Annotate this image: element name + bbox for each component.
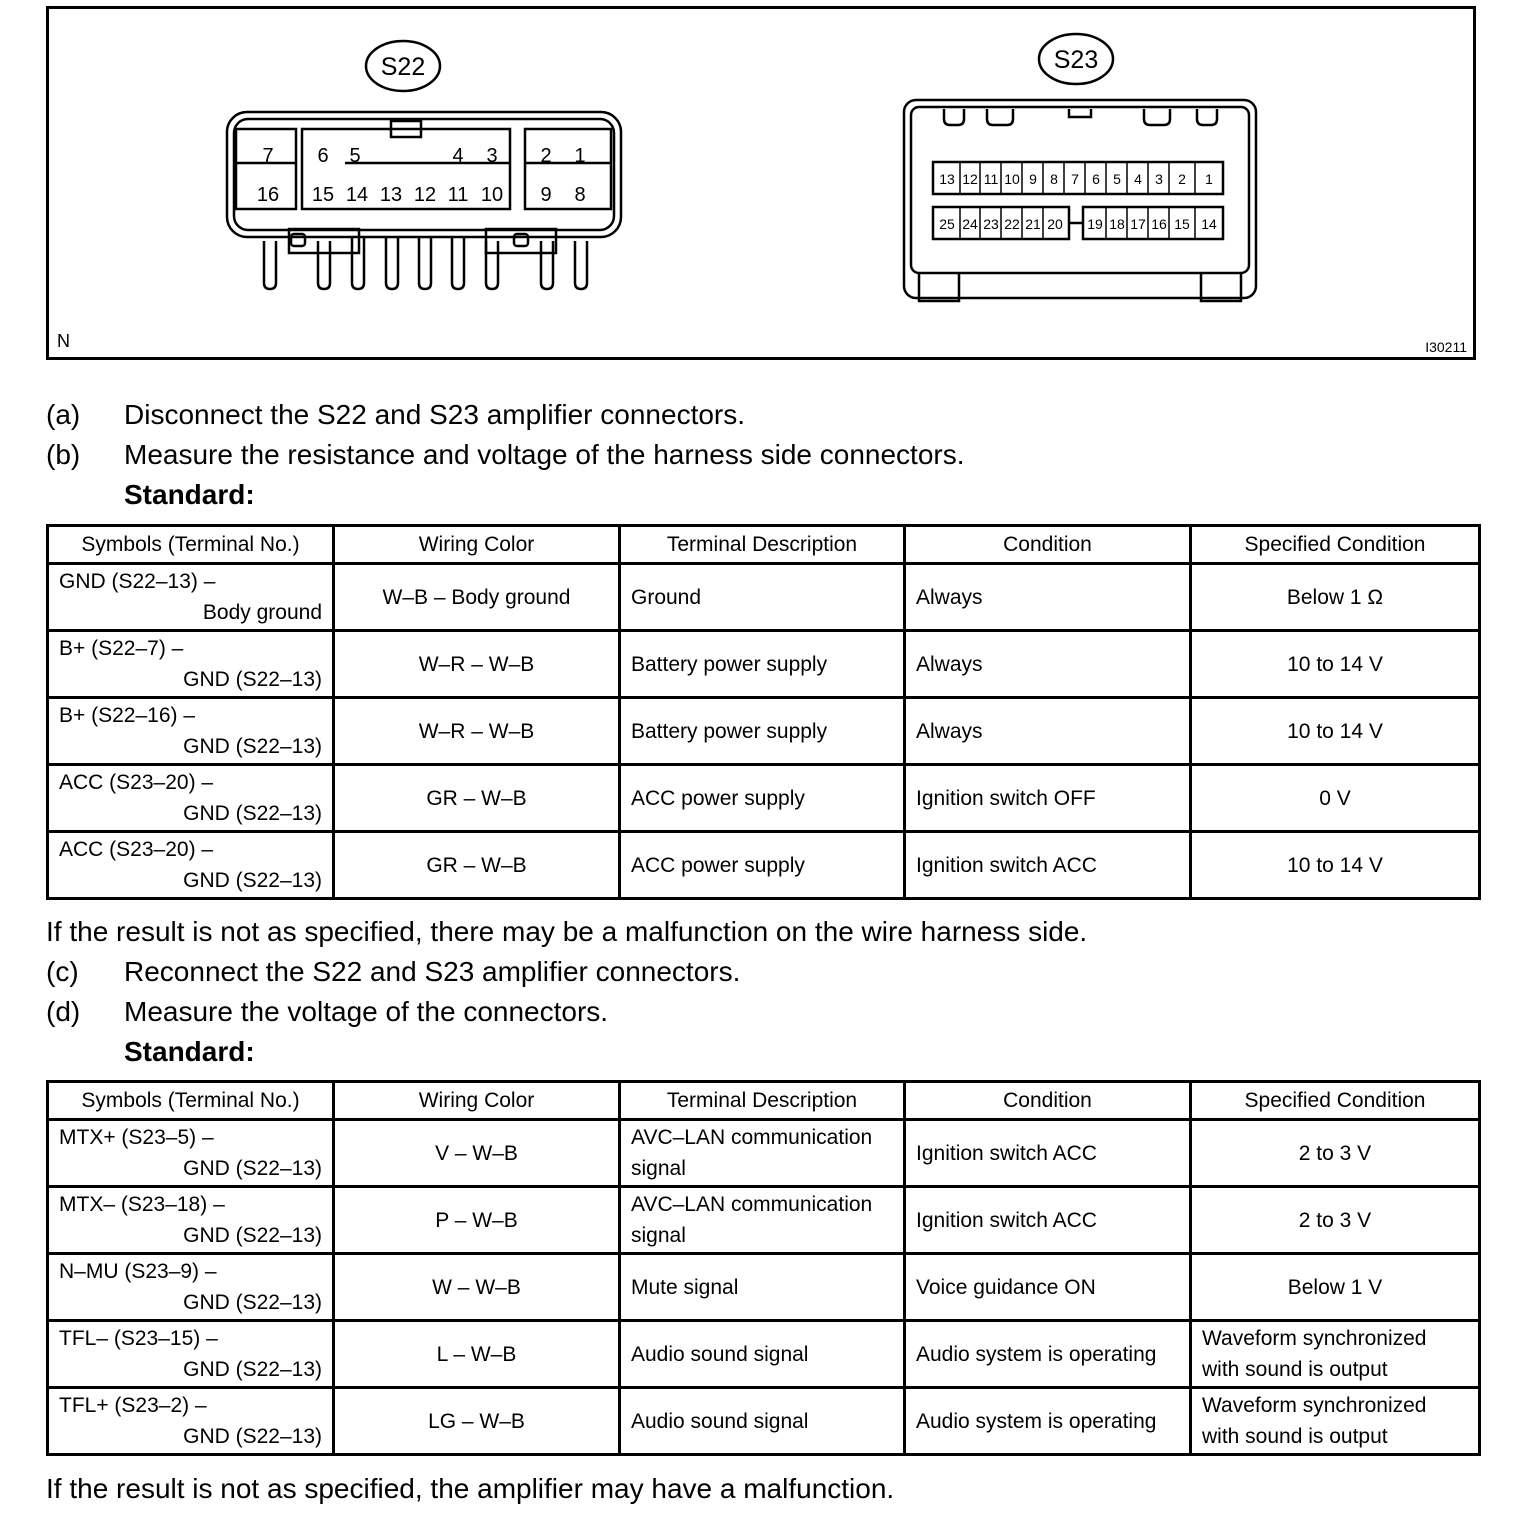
- s23-pin: 12: [962, 171, 978, 187]
- standard-table-1: [46, 524, 1481, 900]
- wiring-color-cell: W – W–B: [334, 1254, 620, 1321]
- description-line: signal: [631, 1157, 686, 1180]
- note-harness: If the result is not as specified, there may be a malfunction on the wire harness side.: [46, 916, 1088, 947]
- s23-pin: 19: [1087, 216, 1103, 232]
- figure-id: I30211: [1425, 339, 1467, 355]
- step-b: [46, 438, 965, 472]
- header-condition: Condition: [905, 526, 1191, 564]
- standard-heading: Standard:: [124, 479, 255, 510]
- step-a: [46, 398, 745, 432]
- wiring-color-cell: GR – W–B: [334, 765, 620, 832]
- symbol-line: GND (S22–13): [183, 668, 322, 691]
- wiring-color-cell: W–R – W–B: [334, 631, 620, 698]
- condition-cell: Ignition switch ACC: [905, 1187, 1191, 1254]
- wiring-color-cell: W–B – Body ground: [334, 564, 620, 631]
- s23-pin: 24: [962, 216, 978, 232]
- step-text: Reconnect the S22 and S23 amplifier connectors.: [124, 956, 741, 987]
- step-text: Disconnect the S22 and S23 amplifier connectors.: [124, 399, 746, 430]
- s22-pin: 14: [345, 184, 369, 206]
- table-row: [48, 1321, 1480, 1388]
- symbol-line: TFL– (S23–15) –: [59, 1327, 218, 1350]
- s22-pin: 5: [349, 145, 361, 167]
- header-symbols: Symbols (Terminal No.): [48, 526, 334, 564]
- s22-pin: 11: [447, 184, 469, 206]
- spec-line: Waveform synchronized: [1202, 1394, 1427, 1417]
- s23-pin: 14: [1201, 216, 1217, 232]
- s22-pin: 6: [317, 145, 329, 167]
- symbol-cell: [48, 564, 334, 631]
- figure-corner-label: N: [57, 331, 70, 351]
- description-line: AVC–LAN communication: [631, 1193, 873, 1216]
- s23-pin: 11: [983, 171, 999, 187]
- symbol-line: B+ (S22–16) –: [59, 704, 196, 727]
- s23-pin: 9: [1029, 171, 1037, 187]
- s22-pin: 3: [486, 145, 498, 167]
- s23-pin: 5: [1113, 171, 1121, 187]
- wiring-color-cell: GR – W–B: [334, 832, 620, 899]
- condition-cell: Always: [905, 631, 1191, 698]
- step-d: [46, 995, 608, 1029]
- s23-pin: 4: [1134, 171, 1142, 187]
- s23-pin: 20: [1047, 216, 1063, 232]
- condition-cell: Audio system is operating: [905, 1321, 1191, 1388]
- connector-figure: [46, 6, 1476, 360]
- description-cell: Audio sound signal: [620, 1388, 905, 1455]
- header-specified-condition: Specified Condition: [1191, 1082, 1480, 1120]
- symbol-line: TFL+ (S23–2) –: [59, 1394, 207, 1417]
- symbol-cell: [48, 698, 334, 765]
- spec-cell: Below 1 Ω: [1191, 564, 1480, 631]
- s23-pin: 16: [1151, 216, 1167, 232]
- step-label: (a): [46, 399, 81, 430]
- s23-pin: 23: [983, 216, 999, 232]
- header-specified-condition: Specified Condition: [1191, 526, 1480, 564]
- description-cell: Battery power supply: [620, 631, 905, 698]
- spec-cell: [1191, 1321, 1480, 1388]
- header-terminal-description: Terminal Description: [620, 1082, 905, 1120]
- table-row: [48, 1388, 1480, 1455]
- description-line: signal: [631, 1224, 686, 1247]
- note-amplifier: If the result is not as specified, the amplifier may have a malfunction.: [46, 1473, 895, 1504]
- header-wiring-color: Wiring Color: [334, 526, 620, 564]
- s23-label: S23: [1053, 46, 1099, 74]
- s22-pin: 8: [574, 184, 586, 206]
- spec-cell: 2 to 3 V: [1191, 1120, 1480, 1187]
- symbol-cell: [48, 832, 334, 899]
- table-row: [48, 698, 1480, 765]
- condition-cell: Ignition switch ACC: [905, 1120, 1191, 1187]
- symbol-line: Body ground: [202, 601, 322, 624]
- symbol-line: ACC (S23–20) –: [59, 771, 214, 794]
- table-row: [48, 1254, 1480, 1321]
- description-cell: Ground: [620, 564, 905, 631]
- symbol-cell: [48, 1254, 334, 1321]
- symbol-cell: [48, 631, 334, 698]
- s22-pin: 12: [413, 184, 437, 206]
- condition-cell: Ignition switch ACC: [905, 832, 1191, 899]
- description-cell: ACC power supply: [620, 832, 905, 899]
- s23-pin: 8: [1050, 171, 1058, 187]
- s23-pin: 7: [1071, 171, 1079, 187]
- table-row: [48, 765, 1480, 832]
- condition-cell: Voice guidance ON: [905, 1254, 1191, 1321]
- s22-label: S22: [380, 53, 426, 81]
- symbol-line: GND (S22–13): [183, 1224, 322, 1247]
- s22-pin: 16: [256, 184, 280, 206]
- spec-cell: Below 1 V: [1191, 1254, 1480, 1321]
- description-cell: Battery power supply: [620, 698, 905, 765]
- description-cell: ACC power supply: [620, 765, 905, 832]
- symbol-line: GND (S22–13) –: [59, 570, 216, 593]
- symbol-cell: [48, 1388, 334, 1455]
- spec-cell: 10 to 14 V: [1191, 832, 1480, 899]
- s23-pin: 17: [1130, 216, 1146, 232]
- s23-pin: 18: [1109, 216, 1125, 232]
- spec-cell: 10 to 14 V: [1191, 698, 1480, 765]
- step-label: (d): [46, 996, 81, 1027]
- symbol-line: GND (S22–13): [183, 1291, 322, 1314]
- header-condition: Condition: [905, 1082, 1191, 1120]
- wiring-color-cell: V – W–B: [334, 1120, 620, 1187]
- table-row: [48, 1120, 1480, 1187]
- s22-pin: 1: [574, 145, 586, 167]
- symbol-line: B+ (S22–7) –: [59, 637, 184, 660]
- table-row: [48, 832, 1480, 899]
- spec-cell: [1191, 1388, 1480, 1455]
- symbol-line: ACC (S23–20) –: [59, 838, 214, 861]
- spec-cell: 2 to 3 V: [1191, 1187, 1480, 1254]
- s23-pin: 10: [1004, 171, 1020, 187]
- standard-table-2: [46, 1080, 1481, 1456]
- step-label: (b): [46, 439, 81, 470]
- condition-cell: Always: [905, 698, 1191, 765]
- symbol-line: GND (S22–13): [183, 802, 322, 825]
- symbol-cell: [48, 765, 334, 832]
- wiring-color-cell: W–R – W–B: [334, 698, 620, 765]
- s23-pin: 6: [1092, 171, 1100, 187]
- header-symbols: Symbols (Terminal No.): [48, 1082, 334, 1120]
- step-c: [46, 955, 740, 989]
- table-header-row: [48, 1082, 1480, 1120]
- standard-heading: Standard:: [124, 1036, 255, 1067]
- s22-pin: 4: [452, 145, 464, 167]
- wiring-color-cell: P – W–B: [334, 1187, 620, 1254]
- header-wiring-color: Wiring Color: [334, 1082, 620, 1120]
- step-text: Measure the voltage of the connectors.: [124, 996, 609, 1027]
- symbol-line: GND (S22–13): [183, 735, 322, 758]
- spec-line: Waveform synchronized: [1202, 1327, 1427, 1350]
- s22-pin: 9: [540, 184, 552, 206]
- description-cell: Audio sound signal: [620, 1321, 905, 1388]
- symbol-cell: [48, 1120, 334, 1187]
- symbol-line: MTX+ (S23–5) –: [59, 1126, 214, 1149]
- s23-pin: 13: [939, 171, 955, 187]
- spec-line: with sound is output: [1202, 1425, 1388, 1448]
- s23-pin: 3: [1155, 171, 1163, 187]
- s23-pin: 2: [1178, 171, 1186, 187]
- description-cell: [620, 1120, 905, 1187]
- description-line: AVC–LAN communication: [631, 1126, 873, 1149]
- condition-cell: Ignition switch OFF: [905, 765, 1191, 832]
- symbol-line: GND (S22–13): [183, 869, 322, 892]
- description-cell: [620, 1187, 905, 1254]
- table-row: [48, 564, 1480, 631]
- wiring-color-cell: LG – W–B: [334, 1388, 620, 1455]
- table-row: [48, 631, 1480, 698]
- s23-connector-body: [904, 100, 1256, 301]
- s22-pin: 13: [379, 184, 403, 206]
- wiring-color-cell: L – W–B: [334, 1321, 620, 1388]
- s23-pin: 22: [1004, 216, 1020, 232]
- spec-cell: 10 to 14 V: [1191, 631, 1480, 698]
- symbol-cell: [48, 1321, 334, 1388]
- symbol-line: GND (S22–13): [183, 1358, 322, 1381]
- step-text: Measure the resistance and voltage of the harness side connectors.: [124, 439, 965, 470]
- description-cell: Mute signal: [620, 1254, 905, 1321]
- s23-pin: 1: [1205, 171, 1213, 187]
- header-terminal-description: Terminal Description: [620, 526, 905, 564]
- s22-pin: 15: [311, 184, 335, 206]
- symbol-line: MTX– (S23–18) –: [59, 1193, 225, 1216]
- connector-diagram: [49, 9, 1473, 357]
- s23-pin: 25: [939, 216, 955, 232]
- spec-cell: 0 V: [1191, 765, 1480, 832]
- step-label: (c): [46, 956, 79, 987]
- symbol-cell: [48, 1187, 334, 1254]
- table-header-row: [48, 526, 1480, 564]
- spec-line: with sound is output: [1202, 1358, 1388, 1381]
- symbol-line: N–MU (S23–9) –: [59, 1260, 217, 1283]
- s22-pin-numbers: [257, 145, 586, 206]
- s23-pin: 15: [1174, 216, 1190, 232]
- condition-cell: Audio system is operating: [905, 1388, 1191, 1455]
- condition-cell: Always: [905, 564, 1191, 631]
- table-row: [48, 1187, 1480, 1254]
- symbol-line: GND (S22–13): [183, 1157, 322, 1180]
- symbol-line: GND (S22–13): [183, 1425, 322, 1448]
- s23-pin: 21: [1025, 216, 1041, 232]
- s22-pin: 2: [540, 145, 552, 167]
- s22-pin: 7: [262, 145, 274, 167]
- s22-pin: 10: [480, 184, 504, 206]
